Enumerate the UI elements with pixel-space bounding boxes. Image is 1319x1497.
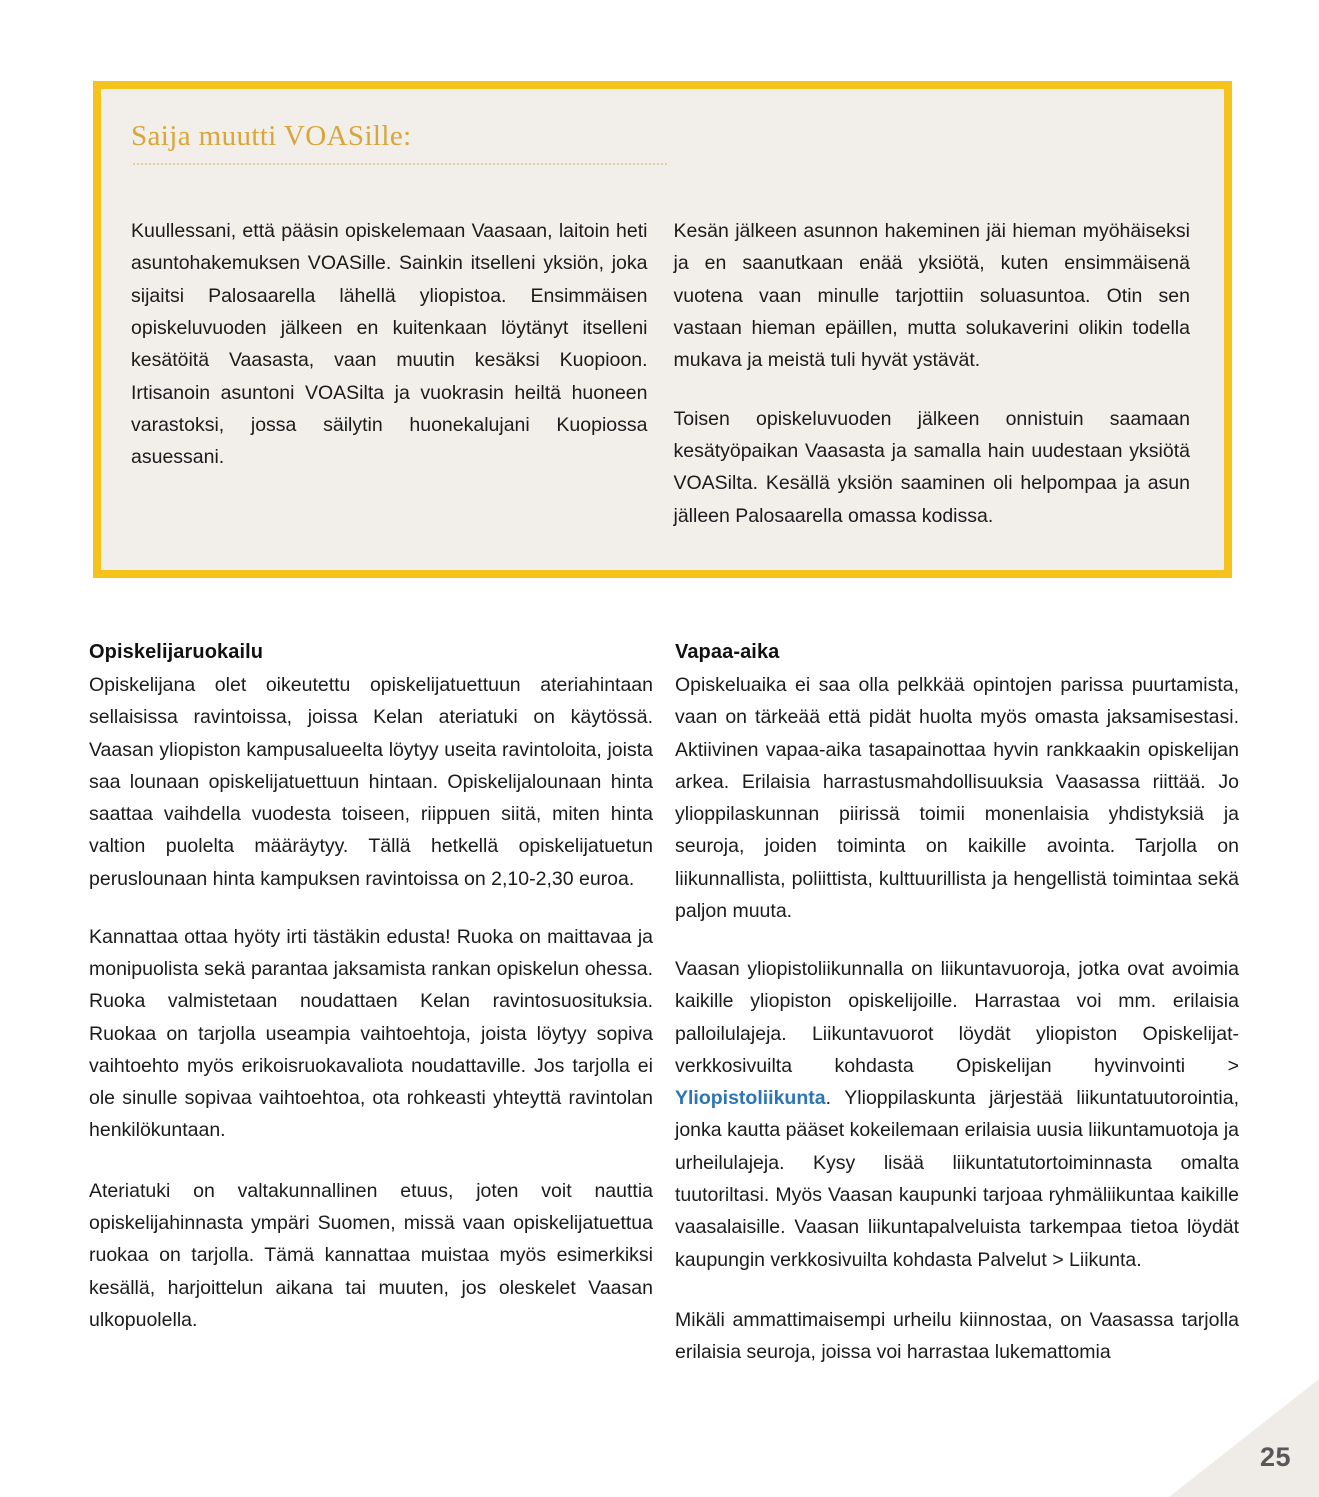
article-column-left [89, 637, 653, 1368]
body-paragraph: Ateriatuki on valtakunnallinen etuus, joten voit nauttia opiskelijahinnasta ympäri Suomen, missä vaan opiskelijatuettua ruokaa on tarjolla. Tämä kannattaa muistaa myös esimerkiksi kesällä, harjoittelun aikana tai muuten, jos oleskelet Vaasan ulkopuolella. [89, 1179, 653, 1331]
quote-column-left [131, 215, 648, 532]
quote-paragraph: Kesän jälkeen asunnon hakeminen jäi hieman myöhäiseksi ja en saanutkaan enää yksiötä, kuten ensimmäisenä vuotena vaan minulle tarjottiin soluasuntoa. Otin sen vastaan hieman epäillen, mutta solukaverini olikin todella mukava ja meistä tuli hyvät ystävät. [673, 219, 1190, 372]
quote-box-columns [131, 215, 1190, 532]
quote-box-inner [101, 89, 1224, 532]
body-paragraph: Mikäli ammattimaisempi urheilu kiinnostaa, on Vaasassa tarjolla erilaisia seuroja, joissa voi harrastaa lukemattomia [675, 1308, 1239, 1364]
yliopistoliikunta-link[interactable]: Yliopistoliikunta [675, 1087, 826, 1110]
article-column-right [675, 637, 1239, 1368]
quote-paragraph: Kuullessani, että pääsin opiskelemaan Vaasaan, laitoin heti asuntohakemuksen VOASille. Sainkin itselleni yksiön, joka sijaitsi Palosaarella lähellä yliopistoa. Ensimmäisen opiskeluvuoden jälkeen en kuitenkaan löytänyt itselleni kesätöitä Vaasasta, vaan muutin kesäksi Kuopioon. Irtisanoin asuntoni VOASilta ja vuokrasin heiltä huoneen varastoksi, jossa säilytin huonekalujani Kuopiossa asuessani. [131, 219, 648, 469]
body-paragraph: Opiskeluaika ei saa olla pelkkää opintojen parissa puurtamista, vaan on tärkeää että pidät huolta myös omasta jaksamisestasi. Aktiivinen vapaa-aika tasapainottaa hyvin rankkaakin opiskelijan arkea. Erilaisia harrastusmahdollisuuksia Vaasassa riittää. Jo ylioppilaskunnan piirissä toimii monenlaisia yhdistyksiä ja seuroja, joiden toiminta on kaikille avointa. Tarjolla on liikunnallista, poliittista, kulttuurillista ja hengellistä toimintaa sekä paljon muuta. [675, 674, 1239, 922]
paragraph-text-before-link: Vaasan yliopistoliikunnalla on liikuntavuoroja, jotka ovat avoimia kaikille yliopiston opiskelijoille. Harrastaa voi mm. erilaisia palloilulajeja. Liikuntavuorot löydät yliopiston Opiskelijat-verkkosivuilta kohdasta Opiskelijan hyvinvointi > [675, 958, 1239, 1077]
paragraph-text-after-link: . Ylioppilaskunta järjestää liikuntatuutorointia, jonka kautta pääset kokeilemaan erilaisia uusia liikuntamuotoja ja urheilulajeja. Kysy lisää liikuntatutortoiminnasta omalta tuutoriltasi. Myös Vaasan kaupunki tarjoaa ryhmäliikuntaa kaikille vaasalaisille. Vaasan liikuntapalveluista tarkempaa tietoa löydät kaupungin verkkosivuilta kohdasta Palvelut > Liikunta. [675, 1087, 1239, 1271]
quote-paragraph: Toisen opiskeluvuoden jälkeen onnistuin saamaan kesätyöpaikan Vaasasta ja samalla hain uudestaan yksiötä VOASilta. Kesällä yksiön saaminen oli helpompaa ja asun jälleen Palosaarella omassa kodissa. [673, 407, 1190, 527]
quote-box-title: Saija muutti VOASille: [131, 120, 412, 152]
section-heading-opiskelijaruokailu: Opiskelijaruokailu [89, 641, 264, 663]
section-heading-vapaa-aika: Vapaa-aika [675, 641, 780, 663]
article-body [89, 637, 1239, 1368]
quote-column-right [674, 215, 1191, 532]
page-corner [1169, 1379, 1319, 1497]
body-paragraph-with-link [675, 953, 1239, 1276]
corner-triangle-decoration [1169, 1379, 1319, 1497]
highlight-quote-box [93, 81, 1232, 578]
body-paragraph: Kannattaa ottaa hyöty irti tästäkin edusta! Ruoka on maittavaa ja monipuolista sekä parantaa jaksamista rankan opiskelun ohessa. Ruoka valmistetaan noudattaen Kelan ravintosuosituksia. Ruokaa on tarjolla useampia vaihtoehtoja, joista löytyy sopiva vaihtoehto myös erikoisruokavaliota noudattaville. Jos tarjolla ei ole sinulle sopivaa vaihtoehtoa, ota rohkeasti yhteyttä ravintolan henkilökuntaan. [89, 925, 653, 1142]
body-paragraph: Opiskelijana olet oikeutettu opiskelijatuettuun ateriahintaan sellaisissa ravintoissa, joissa Kelan ateriatuki on käytössä. Vaasan yliopiston kampusalueelta löytyy useita ravintoloita, joista saa lounaan opiskelijatuettuun hintaan. Opiskelijalounaan hinta saattaa vaihdella vuodesta toiseen, riippuen siitä, miten hinta valtion puolelta määräytyy. Tällä hetkellä opiskelijatuetun peruslounaan hinta kampuksen ravintoissa on 2,10-2,30 euroa. [89, 674, 653, 890]
dotted-divider [132, 163, 669, 165]
page-number: 25 [1259, 1442, 1291, 1472]
